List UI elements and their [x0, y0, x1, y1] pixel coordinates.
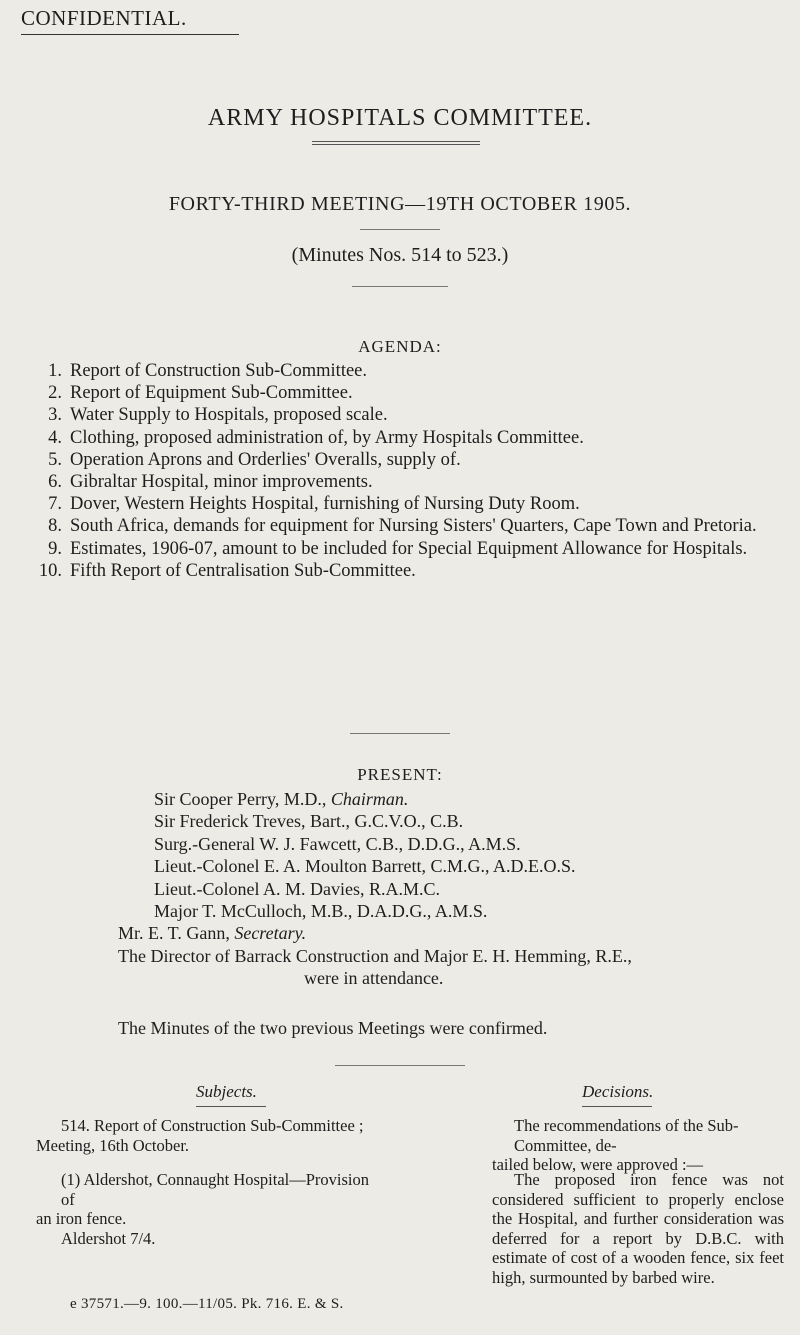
- agenda-item-text: Estimates, 1906-07, amount to be included for Special Equipment Allowance for Hospitals.: [70, 538, 748, 559]
- agenda-item-text: Fifth Report of Centralisation Sub-Committee.: [70, 560, 416, 581]
- decisions-heading: Decisions.: [582, 1082, 654, 1101]
- agenda-item-number: 4.: [48, 427, 62, 448]
- agenda-item: [23, 515, 783, 537]
- agenda-item-number: 8.: [48, 516, 62, 537]
- agenda-item-text: Gibraltar Hospital, minor improvements.: [70, 472, 373, 493]
- minute-heading-line: Meeting, 16th October.: [36, 1135, 190, 1155]
- member-name: Lieut.-Colonel E. A. Moulton Barrett, C.M.G., A.D.E.O.S.: [154, 856, 576, 877]
- secretary-role: Secretary.: [234, 923, 307, 944]
- minute-514-subject: [36, 1116, 381, 1155]
- agenda-item-number: 3.: [48, 405, 62, 426]
- print-reference: e 37571.—9. 100.—11/05. Pk. 716. E. & S.: [70, 1296, 344, 1312]
- attendance-note: [118, 945, 788, 990]
- present-list: [118, 788, 788, 945]
- agenda-item: [23, 404, 783, 426]
- member-name: Lieut.-Colonel A. M. Davies, R.A.M.C.: [154, 878, 440, 899]
- attendance-line: were in attendance.: [304, 968, 444, 989]
- subjects-underline: [196, 1106, 266, 1107]
- member-row: [118, 788, 788, 810]
- subject-reference: Aldershot 7/4.: [61, 1228, 156, 1248]
- member-name: Major T. McCulloch, M.B., D.A.D.G., A.M.S.: [154, 901, 488, 922]
- item-1-subject: [36, 1170, 381, 1248]
- agenda-item: [23, 493, 783, 515]
- present-title: PRESENT:: [357, 765, 443, 784]
- meeting-title: FORTY-THIRD MEETING—19TH OCTOBER 1905.: [168, 193, 632, 215]
- agenda-item-text: Operation Aprons and Orderlies' Overalls, supply of.: [70, 449, 461, 470]
- decisions-underline: [582, 1106, 652, 1107]
- minute-514-decision: [492, 1116, 784, 1175]
- columns-divider: [335, 1065, 465, 1066]
- agenda-item-number: 6.: [48, 472, 62, 493]
- member-name: Surg.-General W. J. Fawcett, C.B., D.D.G., A.M.S.: [154, 833, 521, 854]
- member-row: [118, 855, 788, 877]
- member-row: [118, 900, 788, 922]
- decision-line: tailed below, were approved :—: [492, 1155, 704, 1175]
- decision-line: The recommendations of the Sub-Committee, de-: [514, 1116, 739, 1155]
- agenda-item-text: Report of Equipment Sub-Committee.: [70, 383, 353, 404]
- agenda-item-number: 2.: [48, 383, 62, 404]
- agenda-item: [23, 427, 783, 449]
- meeting-divider: [360, 229, 440, 230]
- agenda-item-text: Water Supply to Hospitals, proposed scale.: [70, 405, 388, 426]
- member-name: Sir Frederick Treves, Bart., G.C.V.O., C.B.: [154, 811, 464, 832]
- minutes-range: (Minutes Nos. 514 to 523.): [291, 244, 509, 266]
- agenda-item: [23, 382, 783, 404]
- agenda-item-text: Report of Construction Sub-Committee.: [70, 361, 368, 381]
- agenda-item-text: Clothing, proposed administration of, by Army Hospitals Committee.: [70, 427, 584, 448]
- agenda-item: [23, 471, 783, 493]
- subject-line: an iron fence.: [36, 1209, 127, 1229]
- attendance-line: The Director of Barrack Construction and Major E. H. Hemming, R.E.,: [118, 946, 632, 966]
- agenda-item-text: South Africa, demands for equipment for Nursing Sisters' Quarters, Cape Town and Pretoria.: [70, 516, 757, 537]
- agenda-item-number: 10.: [38, 560, 62, 581]
- agenda-item-number: 9.: [48, 538, 62, 559]
- agenda-divider: [350, 733, 450, 734]
- confidential-label: CONFIDENTIAL.: [21, 6, 187, 30]
- title-double-rule-bottom: [312, 144, 480, 145]
- subjects-heading: Subjects.: [196, 1082, 257, 1101]
- committee-title: ARMY HOSPITALS COMMITTEE.: [207, 105, 593, 131]
- secretary-name: Mr. E. T. Gann,: [118, 923, 230, 944]
- agenda-item-number: 1.: [48, 361, 62, 381]
- member-row: [118, 878, 788, 900]
- agenda-item: [23, 560, 783, 582]
- agenda-title: AGENDA:: [358, 337, 442, 356]
- title-double-rule-top: [312, 141, 480, 142]
- minutes-divider: [352, 286, 448, 287]
- agenda-item: [23, 360, 783, 382]
- member-row: [118, 833, 788, 855]
- member-row: [118, 810, 788, 832]
- member-name: Sir Cooper Perry, M.D.,: [154, 789, 327, 809]
- confidential-underline: [21, 34, 239, 35]
- secretary-row: [118, 922, 788, 944]
- agenda-item-text: Dover, Western Heights Hospital, furnishing of Nursing Duty Room.: [70, 494, 580, 515]
- minutes-confirmed: The Minutes of the two previous Meetings were confirmed.: [118, 1018, 548, 1038]
- agenda-item: [23, 449, 783, 471]
- item-1-decision: The proposed iron fence was not considered sufficient to properly enclose the Hospital, and further consideration was deferred for a report by D.B.C. with estimate of cost of a wooden fence, six feet high, surmounted by barbed wire.: [492, 1170, 784, 1287]
- subject-line: (1) Aldershot, Connaught Hospital—Provision of: [61, 1170, 369, 1209]
- agenda-item-number: 5.: [48, 449, 62, 470]
- agenda-list: [23, 360, 783, 582]
- agenda-item: [23, 538, 783, 560]
- member-role: Chairman.: [330, 789, 409, 809]
- minute-heading-line: 514. Report of Construction Sub-Committee ;: [61, 1116, 364, 1135]
- agenda-item-number: 7.: [48, 494, 62, 515]
